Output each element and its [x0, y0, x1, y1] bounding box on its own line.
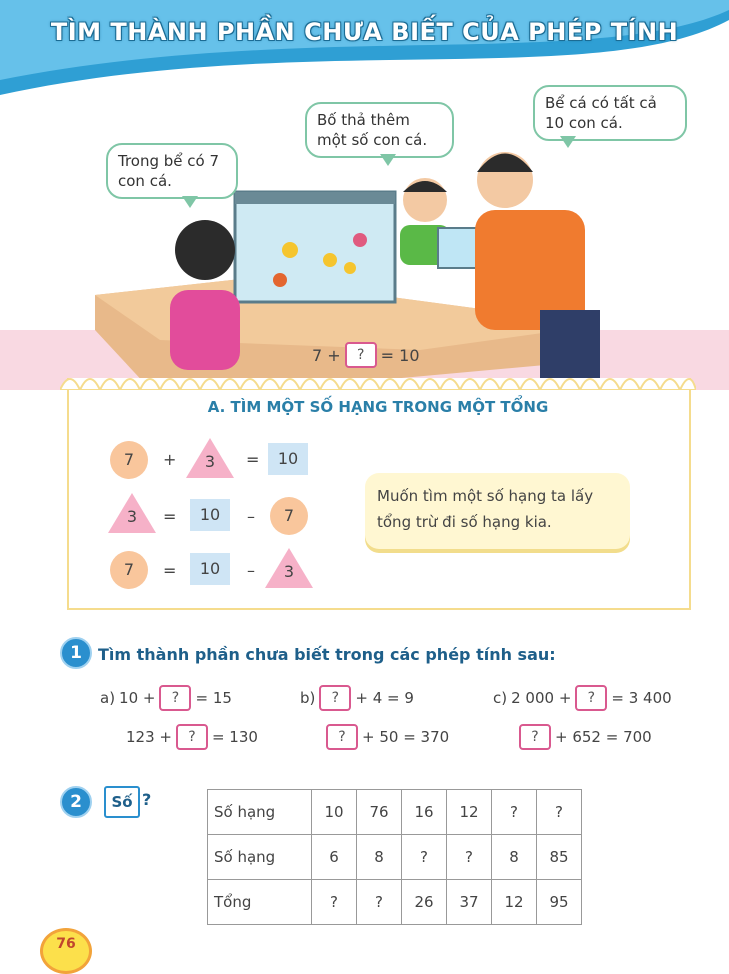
boy-speech-text: Bố thả thêm một số con cá. [317, 111, 428, 149]
ex1-item-d-after: = 130 [211, 728, 258, 746]
scene-equation-right: = 10 [380, 345, 420, 365]
row3-addend-triangle-label: 3 [283, 562, 295, 581]
row2-addend-triangle-label: 3 [126, 507, 138, 526]
exercise-2-prompt-box: Số [104, 786, 140, 818]
table-cell: 8 [492, 835, 537, 880]
section-a-title: A. TÌM MỘT SỐ HẠNG TRONG MỘT TỔNG [207, 398, 549, 416]
table-cell: 85 [537, 835, 582, 880]
ex1-item-a-before: 10 + [119, 689, 156, 707]
ex1-item-a-label: a) [100, 689, 116, 707]
addition-table [207, 789, 582, 925]
ex1-item-a-box[interactable]: ? [159, 685, 191, 711]
girl-bubble-tail [182, 196, 198, 208]
ex1-item-c-before: 2 000 + [511, 689, 572, 707]
ex1-item-f [519, 724, 652, 750]
table-cell: 12 [492, 880, 537, 925]
table-row [208, 880, 582, 925]
father-speech-bubble [533, 85, 687, 141]
table-row-header: Số hạng [208, 790, 312, 835]
exercise-1-title: Tìm thành phần chưa biết trong các phép tính sau: [98, 645, 556, 664]
row1-addend-circle: 7 [110, 441, 148, 479]
row2-op1: = [163, 507, 177, 526]
boy-bubble-tail [380, 154, 396, 166]
ex1-item-c [493, 685, 672, 711]
page-number-badge: 76 [40, 928, 92, 974]
row1-addend-triangle-label: 3 [204, 452, 216, 471]
table-cell: 8 [357, 835, 402, 880]
rule-note: Muốn tìm một số hạng ta lấy tổng trừ đi số hạng kia. [365, 473, 630, 549]
father-bubble-tail [560, 136, 576, 148]
ex1-item-f-after: + 652 = 700 [555, 728, 652, 746]
row2-sum-square: 10 [190, 499, 230, 531]
ex1-item-b-label: b) [300, 689, 316, 707]
row3-op2: – [247, 561, 255, 580]
table-row-header: Tổng [208, 880, 312, 925]
row3-addend-circle: 7 [110, 551, 148, 589]
table-cell: 10 [312, 790, 357, 835]
ex1-item-f-box[interactable]: ? [519, 724, 551, 750]
ex1-item-d-box[interactable]: ? [176, 724, 208, 750]
table-cell: 95 [537, 880, 582, 925]
girl-speech-bubble [106, 143, 238, 199]
ex1-item-c-box[interactable]: ? [575, 685, 607, 711]
ex1-item-e-box[interactable]: ? [326, 724, 358, 750]
exercise-2-question-mark: ? [142, 790, 152, 809]
table-cell-unknown[interactable]: ? [537, 790, 582, 835]
table-cell-unknown[interactable]: ? [492, 790, 537, 835]
row2-op2: – [247, 507, 255, 526]
scene-equation-unknown-box: ? [345, 342, 377, 368]
table-cell: 12 [447, 790, 492, 835]
table-cell-unknown[interactable]: ? [357, 880, 402, 925]
table-row [208, 835, 582, 880]
ex1-item-a-after: = 15 [195, 689, 232, 707]
table-row [208, 790, 582, 835]
table-cell: 37 [447, 880, 492, 925]
scene-equation [312, 342, 420, 368]
ex1-item-d [126, 724, 258, 750]
table-cell-unknown[interactable]: ? [447, 835, 492, 880]
boy-speech-bubble [305, 102, 454, 158]
row3-sum-square: 10 [190, 553, 230, 585]
table-row-header: Số hạng [208, 835, 312, 880]
table-cell: 6 [312, 835, 357, 880]
table-cell: 16 [402, 790, 447, 835]
table-cell: 76 [357, 790, 402, 835]
father-speech-text: Bể cá có tất cả 10 con cá. [545, 94, 657, 132]
ex1-item-b-after: + 4 = 9 [355, 689, 414, 707]
row1-sum-square: 10 [268, 443, 308, 475]
ex1-item-e [326, 724, 449, 750]
girl-speech-text: Trong bể có 7 con cá. [118, 152, 220, 190]
ex1-item-a [100, 685, 232, 711]
row2-addend-circle: 7 [270, 497, 308, 535]
row1-op2: = [246, 450, 260, 469]
ex1-item-b-box[interactable]: ? [319, 685, 351, 711]
ex1-item-e-after: + 50 = 370 [362, 728, 450, 746]
row3-op1: = [163, 561, 177, 580]
table-cell-unknown[interactable]: ? [312, 880, 357, 925]
exercise-2-badge: 2 [60, 786, 92, 818]
ex1-item-c-label: c) [493, 689, 508, 707]
page-title: TÌM THÀNH PHẦN CHƯA BIẾT CỦA PHÉP TÍNH [50, 18, 679, 46]
exercise-1-badge: 1 [60, 637, 92, 669]
section-a-scalloped-top [60, 368, 696, 390]
ex1-item-b [300, 685, 414, 711]
ex1-item-c-after: = 3 400 [611, 689, 672, 707]
table-cell: 26 [402, 880, 447, 925]
row1-op1: + [163, 450, 177, 469]
table-cell-unknown[interactable]: ? [402, 835, 447, 880]
ex1-item-d-before: 123 + [126, 728, 172, 746]
scene-equation-left: 7 + [312, 345, 341, 365]
